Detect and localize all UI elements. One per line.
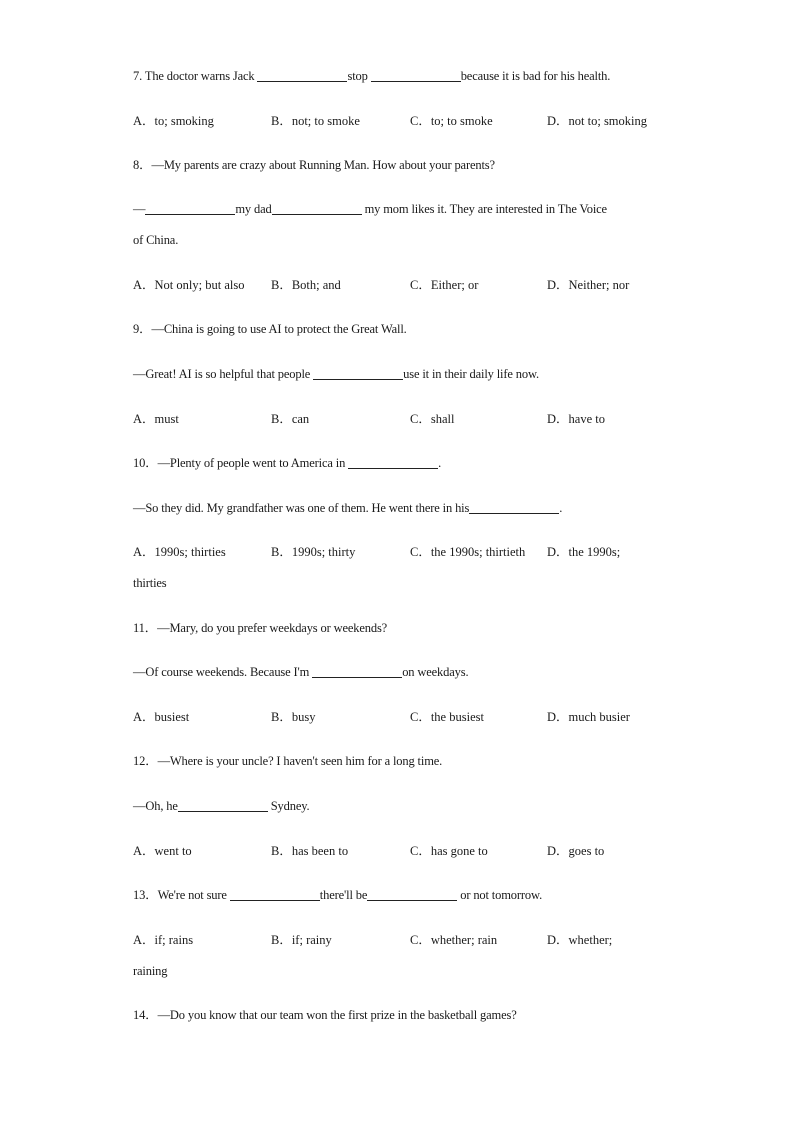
question-11-options: [133, 709, 693, 725]
question-11-answer: —Of course weekends. Because I'm on weekdays.: [133, 665, 469, 679]
question-11-prompt: 11．—Mary, do you prefer weekdays or weekends?: [133, 621, 388, 635]
answer-blank[interactable]: [348, 456, 438, 469]
option-b[interactable]: B．1990s; thirty: [271, 545, 356, 559]
option-b[interactable]: B．can: [271, 412, 310, 426]
answer-blank[interactable]: [178, 799, 268, 812]
question-12-prompt: 12．—Where is your uncle? I haven't seen him for a long time.: [133, 754, 443, 768]
question-number: 12: [133, 754, 146, 768]
question-12-answer: —Oh, he Sydney.: [133, 799, 310, 813]
option-d[interactable]: D．much busier: [547, 710, 630, 724]
option-b[interactable]: B．Both; and: [271, 278, 341, 292]
answer-blank[interactable]: [230, 888, 320, 901]
option-a[interactable]: A．went to: [133, 844, 192, 858]
question-7-stem: 7. The doctor warns Jack stop because it is bad for his health.: [133, 69, 611, 83]
question-14-prompt: 14．—Do you know that our team won the first prize in the basketball games?: [133, 1008, 517, 1022]
question-13-stem: 13．We're not sure there'll be or not tomorrow.: [133, 888, 543, 902]
option-d[interactable]: D．whether;: [547, 933, 613, 947]
option-c[interactable]: C．the busiest: [410, 710, 484, 724]
answer-blank[interactable]: [371, 69, 461, 82]
question-7-options: [133, 113, 693, 129]
question-10-options-wrap: thirties: [133, 576, 167, 590]
answer-blank[interactable]: [312, 665, 402, 678]
option-a[interactable]: A．busiest: [133, 710, 190, 724]
question-10-options: [133, 544, 693, 560]
option-c[interactable]: C．Either; or: [410, 278, 479, 292]
option-a[interactable]: A．Not only; but also: [133, 278, 245, 292]
option-c[interactable]: C．to; to smoke: [410, 114, 493, 128]
option-d[interactable]: D．the 1990s;: [547, 545, 621, 559]
question-8-answer-wrap: of China.: [133, 233, 179, 247]
option-a[interactable]: A．must: [133, 412, 179, 426]
option-b[interactable]: B．if; rainy: [271, 933, 332, 947]
option-b[interactable]: B．has been to: [271, 844, 349, 858]
answer-blank[interactable]: [272, 202, 362, 215]
question-number: 11: [133, 621, 145, 635]
option-b[interactable]: B．not; to smoke: [271, 114, 360, 128]
option-b[interactable]: B．busy: [271, 710, 316, 724]
question-9-answer: —Great! AI is so helpful that people use it in their daily life now.: [133, 367, 540, 381]
question-8-answer: — my dad my mom likes it. They are interested in The Voice: [133, 202, 607, 216]
question-13-options: [133, 932, 693, 948]
question-number: 13: [133, 888, 146, 902]
question-10-answer: —So they did. My grandfather was one of them. He went there in his .: [133, 501, 563, 515]
question-9-prompt: 9．—China is going to use AI to protect the Great Wall.: [133, 322, 407, 336]
option-c[interactable]: C．shall: [410, 412, 455, 426]
answer-blank[interactable]: [145, 202, 235, 215]
answer-blank[interactable]: [313, 367, 403, 380]
option-c[interactable]: C．the 1990s; thirtieth: [410, 545, 526, 559]
question-10-prompt: 10．—Plenty of people went to America in .: [133, 456, 442, 470]
question-number: 10: [133, 456, 146, 470]
option-a[interactable]: A．if; rains: [133, 933, 194, 947]
option-c[interactable]: C．has gone to: [410, 844, 488, 858]
question-13-options-wrap: raining: [133, 964, 168, 978]
question-number: 14: [133, 1008, 146, 1022]
question-number: 7: [133, 69, 140, 83]
question-8-prompt: 8．—My parents are crazy about Running Man. How about your parents?: [133, 158, 495, 172]
option-d[interactable]: D．have to: [547, 412, 605, 426]
answer-blank[interactable]: [257, 69, 347, 82]
question-number: 8: [133, 158, 140, 172]
question-9-options: [133, 411, 693, 427]
option-d[interactable]: D．goes to: [547, 844, 605, 858]
option-d[interactable]: D．not to; smoking: [547, 114, 648, 128]
option-a[interactable]: A．to; smoking: [133, 114, 214, 128]
option-d[interactable]: D．Neither; nor: [547, 278, 630, 292]
answer-blank[interactable]: [469, 501, 559, 514]
question-8-options: [133, 277, 693, 293]
question-12-options: [133, 843, 693, 859]
option-a[interactable]: A．1990s; thirties: [133, 545, 226, 559]
option-c[interactable]: C．whether; rain: [410, 933, 498, 947]
question-number: 9: [133, 322, 140, 336]
answer-blank[interactable]: [367, 888, 457, 901]
